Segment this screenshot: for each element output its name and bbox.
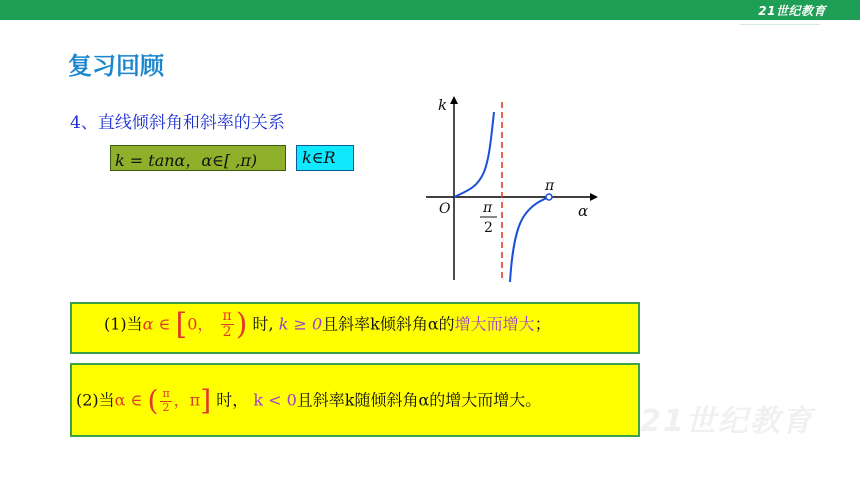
cond1-frac-den: 2 xyxy=(222,324,232,341)
cond1-frac-num: π xyxy=(222,308,232,324)
cond1-k: k ≥ 0 xyxy=(278,314,323,334)
cond2-var: α ∈ xyxy=(114,390,143,410)
tangent-graph xyxy=(418,90,604,286)
condition-box-1 xyxy=(70,302,640,354)
tan-branch-left xyxy=(454,112,494,197)
cond2-close: ] xyxy=(200,384,212,417)
cond2-time: 时， xyxy=(216,390,249,410)
cond2-frac-den: 2 xyxy=(162,400,170,414)
condition-1-text xyxy=(104,306,551,342)
k-range-text: k∈R xyxy=(302,148,336,167)
cond2-fraction xyxy=(160,388,171,413)
logo-underline xyxy=(740,24,820,25)
cond2-prefix: (2)当 xyxy=(76,390,115,410)
watermark-logo: 21世纪教育 xyxy=(640,404,814,439)
cond1-end: ； xyxy=(534,314,551,334)
cond1-mid: 且斜率k倾斜角α的 xyxy=(322,314,455,334)
x-axis-arrow xyxy=(590,193,598,201)
condition-2-text xyxy=(76,384,542,417)
cond1-zero: 0， xyxy=(187,314,214,334)
k-range-box xyxy=(296,145,354,171)
label-alpha: α xyxy=(578,202,589,220)
cond1-open: [ xyxy=(175,306,188,342)
condition-box-2 xyxy=(70,363,640,437)
cond1-var: α ∈ xyxy=(142,314,171,334)
cond2-open: ( xyxy=(147,384,159,417)
cond2-rest: 且斜率k随倾斜角α的增大而增大。 xyxy=(296,390,542,410)
formula-box xyxy=(110,145,286,171)
top-bar xyxy=(0,0,860,20)
cond2-frac-num: π xyxy=(162,387,170,401)
tan-branch-right xyxy=(510,197,549,282)
cond2-k: k < 0 xyxy=(253,390,297,410)
pi-point xyxy=(546,194,552,200)
cond1-fraction xyxy=(221,309,234,341)
label-pi-half-num: π xyxy=(483,200,493,216)
label-origin: O xyxy=(439,201,451,217)
cond1-end-purple: 增大而增大 xyxy=(454,314,535,334)
label-pi-half-den: 2 xyxy=(484,220,493,236)
cond2-pi: ，π xyxy=(173,390,201,410)
slide-heading: 4、直线倾斜角和斜率的关系 xyxy=(70,113,285,133)
cond1-time: 时, xyxy=(252,314,274,334)
cond1-prefix: (1)当 xyxy=(104,314,143,334)
y-axis-arrow xyxy=(450,96,458,104)
tan-formula: k = tanα，α∈[ ,π) xyxy=(115,151,258,170)
label-pi: π xyxy=(545,178,555,194)
cond1-close: ) xyxy=(235,306,248,342)
slide-title: 复习回顾 xyxy=(68,52,164,80)
site-logo: 21世纪教育 xyxy=(758,4,826,18)
label-k: k xyxy=(438,96,448,114)
